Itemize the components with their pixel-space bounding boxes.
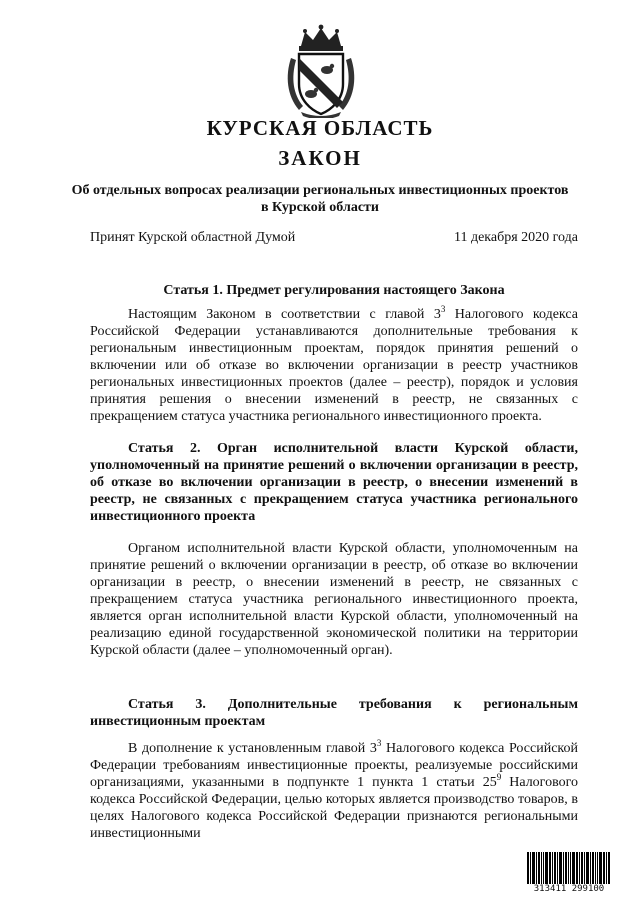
article-1-paragraph: Настоящим Законом в соответствии с главой $3^3$ Налогового кодекса Российской Федерации устанавливаются дополнительные требования к региональным инвестиционным проектам, порядок принятия решений о включении или об отказе во включении организации в реестр участников региональных инвестиционных проектов (далее – реестр), порядок и условия принятия решения о внесении изменений в реестр, не связанных с прекращением статуса участника регионального инвестиционного проекта. [90, 304, 578, 424]
article-2-paragraph: Органом исполнительной власти Курской области, уполномоченным на принятие решений о включении организации в реестр, об отказе во включении организации в реестр, о внесении изменений в реестр, не связанных с прекращением статуса участника регионального инвестиционного проекта, является орган исполнительной власти Курской области, уполномоченный на реализацию единой государственной экономической политики на территории Курской области (далее – уполномоченный орган). [90, 541, 578, 658]
article-3-paragraph: В дополнение к установленным главой $3^3$ Налогового кодекса Российской Федерации требованиям инвестиционные проекты, реализуемые российскими организациями, указанными в подпункте 1 пункта 1 статьи $25^9$ Налогового кодекса Российской Федерации, целью которых является производство товаров, в целях Налогового кодекса Российской Федерации признаются региональными инвестиционными [90, 738, 578, 841]
article-1-body [90, 306, 578, 425]
article-1-heading: Статья 1. Предмет регулирования настоящего Закона [163, 283, 505, 298]
article-2 [90, 440, 578, 525]
coat-of-arms-icon [285, 24, 357, 118]
article-3 [90, 696, 578, 730]
article-1 [90, 282, 578, 299]
adoption-line [90, 230, 578, 246]
article-3-body [90, 740, 578, 842]
article-2-heading: Статья 2. Орган исполнительной власти Курской области, уполномоченный на принятие решений о включении организации в реестр, об отказе во включении организации в реестр, о внесении изменений в реестр, не связанных с прекращением статуса участника регионального инвестиционного проекта [90, 441, 578, 524]
law-title: Об отдельных вопросах реализации региональных инвестиционных проектов в Курской области [71, 183, 569, 215]
region-name: КУРСКАЯ ОБЛАСТЬ [206, 116, 434, 140]
document-type: ЗАКОН [278, 146, 362, 170]
barcode-number: 313411 299100 [527, 884, 611, 895]
article-3-heading: Статья 3. Дополнительные требования к региональным инвестиционным проектам [90, 697, 578, 729]
article-2-body [90, 540, 578, 659]
adopted-by: Принят Курской областной Думой [90, 230, 296, 245]
adoption-date: 11 декабря 2020 года [453, 230, 578, 245]
